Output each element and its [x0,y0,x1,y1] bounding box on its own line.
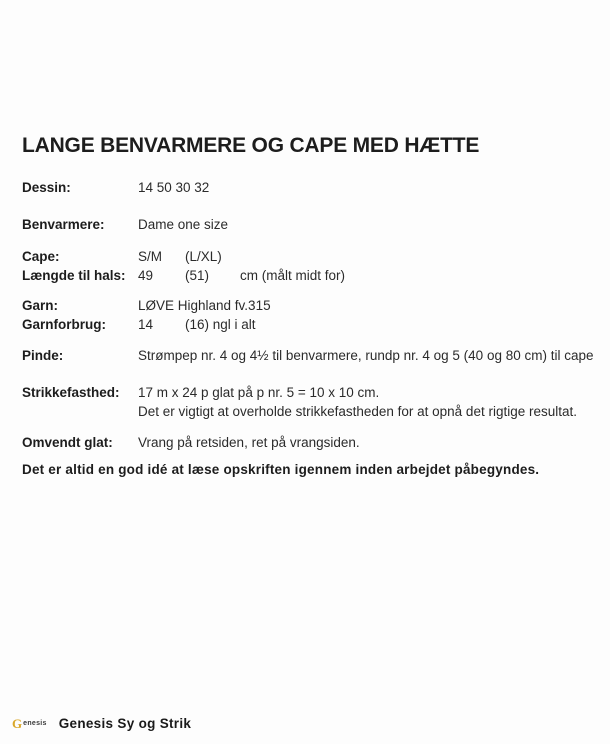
row-value: Strømpep nr. 4 og 4½ til benvarmere, rundp nr. 4 og 5 (40 og 80 cm) til cape [138,348,594,363]
spec-group-dessin [22,178,580,197]
pattern-document-page [0,134,610,744]
spec-group-omvendt-glat [22,433,580,452]
genesis-logo-icon [12,717,47,730]
row-size-lxl: (L/XL) [185,249,222,264]
table-row [22,215,580,234]
row-value: 17 m x 24 p glat på p nr. 5 = 10 x 10 cm. [138,385,380,400]
row-label: Omvendt glat: [22,435,113,450]
table-row [22,383,580,402]
row-label: Dessin: [22,180,71,195]
spec-group-pinde [22,346,594,365]
row-label: Garnforbrug: [22,317,106,332]
table-row [22,296,580,315]
spec-group-benvarmere [22,215,580,234]
row-size-sm: S/M [138,249,163,264]
row-amount-sm: 14 [138,317,154,332]
row-label: Benvarmere: [22,217,105,232]
spec-group-cape [22,247,580,285]
table-row [22,247,580,266]
advice-note: Det er altid en god idé at læse opskriften igennem inden arbejdet påbegyndes. [22,462,540,477]
row-label: Garn: [22,298,59,313]
row-amount-lxl: (16) ngl i alt [185,317,256,332]
table-row [22,266,580,285]
row-measure-unit: cm (målt midt for) [240,268,346,283]
table-row [22,178,580,197]
row-value: Dame one size [138,217,229,232]
table-row [22,433,580,452]
spec-table [22,178,594,452]
row-label: Pinde: [22,348,64,363]
row-value: LØVE Highland fv.315 [138,298,271,313]
row-label: Strikkefasthed: [22,385,120,400]
table-row [22,315,580,334]
logo-wordmark: enesis [23,720,47,727]
brand-name: Genesis Sy og Strik [58,716,192,731]
row-value: Vrang på retsiden, ret på vrangsiden. [138,435,360,450]
row-value: 14 50 30 32 [138,180,210,195]
row-label: Cape: [22,249,60,264]
page-title: LANGE BENVARMERE OG CAPE MED HÆTTE [22,134,480,157]
row-measure-lxl: (51) [185,268,210,283]
row-measure-sm: 49 [138,268,154,283]
logo-initial: G [12,716,23,731]
spec-group-garn [22,296,580,334]
table-row [22,346,594,365]
footer [12,716,191,731]
spec-group-strikkefasthed [22,383,580,421]
table-row-continuation [22,402,580,421]
row-value-line2: Det er vigtigt at overholde strikkefastheden for at opnå det rigtige resultat. [138,404,577,419]
row-label: Længde til hals: [22,268,126,283]
